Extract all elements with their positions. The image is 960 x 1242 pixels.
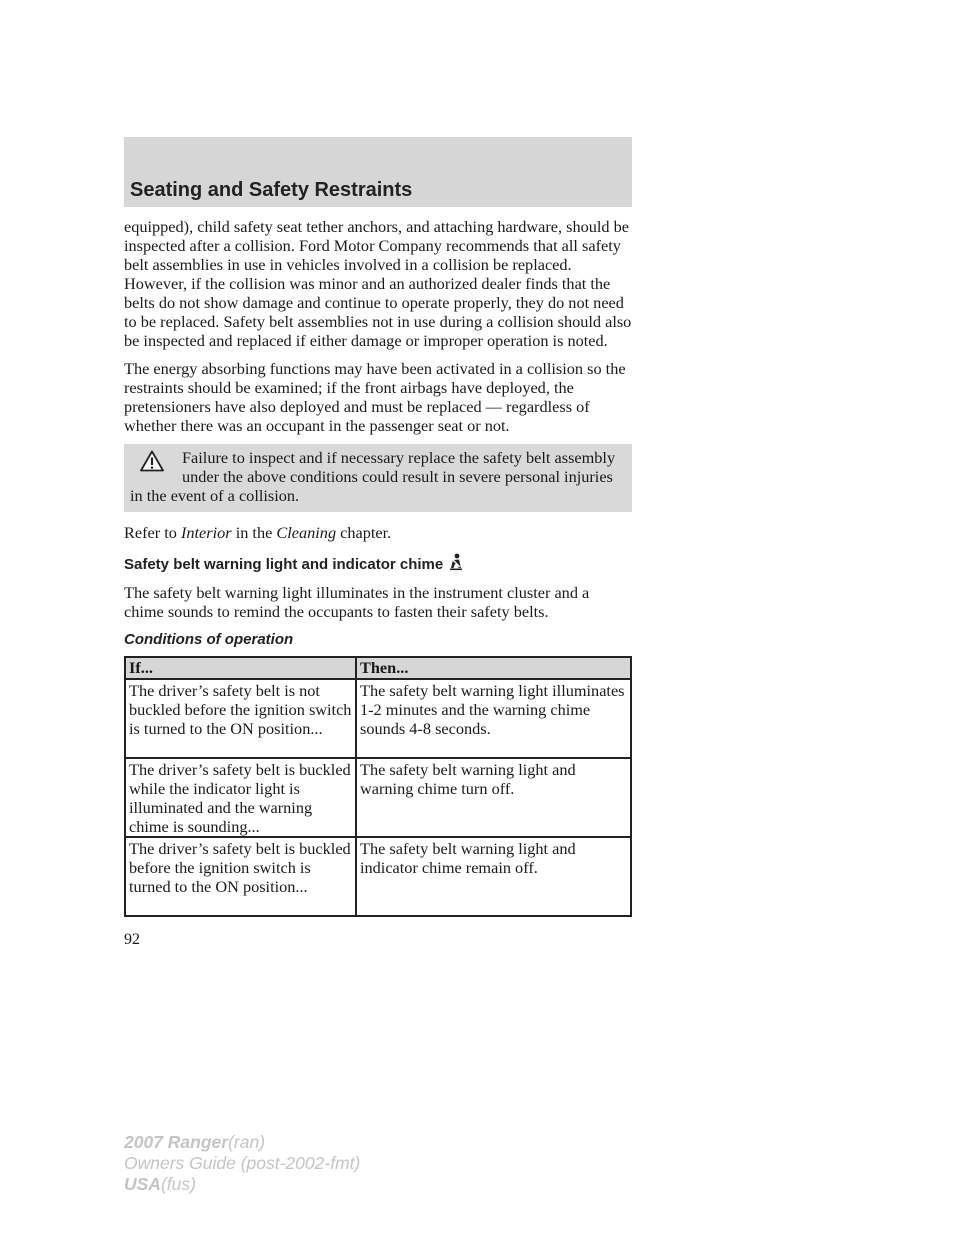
footer-region-code: (fus) — [160, 1174, 196, 1194]
table-cell-if: The driver’s safety belt is buckled before the ignition switch is turned to the ON position... — [125, 837, 356, 916]
table-row — [125, 679, 631, 758]
table-cell-if: The driver’s safety belt is not buckled before the ignition switch is turned to the ON position... — [125, 679, 356, 758]
footer-model-code: (ran) — [228, 1132, 266, 1152]
footer-guide: Owners Guide (post-2002-fmt) — [124, 1153, 361, 1173]
section-body: The safety belt warning light illuminates in the instrument cluster and a chime sounds to remind the occupants to fasten their safety belts. — [124, 583, 590, 621]
section-title: Seating and Safety Restraints — [130, 179, 413, 201]
conditions-heading: Conditions of operation — [124, 631, 294, 648]
reference-cleaning: Cleaning — [276, 523, 337, 542]
reference-middle: in the — [231, 523, 277, 542]
paragraph-collision-inspection: equipped), child safety seat tether anchors, and attaching hardware, should be inspected after a collision. Ford Motor Company recommends that all safety belt assemblies in use in vehicles involved in a collision be replaced. However, if the collision was minor and an authorized dealer finds that the belts do not show damage and continue to operate properly, they do not need to be replaced. Safety belt assemblies not in use during a collision should also be inspected and replaced if either damage or improper operation is noted. — [124, 217, 632, 350]
page-number: 92 — [124, 931, 140, 948]
table-cell-then: The safety belt warning light and indicator chime remain off. — [356, 837, 631, 916]
footer-region: USA — [124, 1174, 161, 1194]
table-cell-then: The safety belt warning light illuminates 1-2 minutes and the warning chime sounds 4-8 seconds. — [356, 679, 631, 758]
table-header-if: If... — [125, 657, 356, 679]
warning-triangle-icon — [140, 450, 164, 472]
reference-line — [124, 523, 632, 542]
table-header-row — [125, 657, 631, 679]
warning-box — [124, 444, 632, 512]
conditions-table — [124, 656, 632, 917]
reference-prefix: Refer to — [124, 523, 181, 542]
section-header-band — [124, 137, 632, 207]
document-footer — [124, 1132, 360, 1195]
reference-suffix: chapter. — [336, 523, 392, 542]
footer-model: 2007 Ranger — [124, 1132, 229, 1152]
seatbelt-person-icon — [449, 553, 463, 571]
paragraph-energy-absorbing: The energy absorbing functions may have been activated in a collision so the restraints should be examined; if the front airbags have deployed, the pretensioners have also deployed and must be replaced — regardless of whether there was an occupant in the passenger seat or not. — [124, 359, 626, 435]
table-cell-if: The driver’s safety belt is buckled while the indicator light is illuminated and the warning chime is sounding... — [125, 758, 356, 837]
warning-text: Failure to inspect and if necessary replace the safety belt assembly under the above conditions could result in severe personal injuries in the event of a collision. — [130, 448, 616, 505]
section-heading-text: Safety belt warning light and indicator chime — [124, 556, 444, 573]
table-cell-then: The safety belt warning light and warning chime turn off. — [356, 758, 631, 837]
table-header-then: Then... — [356, 657, 631, 679]
table-row — [125, 758, 631, 837]
reference-interior: Interior — [180, 523, 232, 542]
page-content — [124, 217, 632, 917]
section-heading — [124, 553, 632, 574]
footer-line-model — [124, 1132, 360, 1153]
table-row — [125, 837, 631, 916]
footer-line-region — [124, 1174, 360, 1195]
